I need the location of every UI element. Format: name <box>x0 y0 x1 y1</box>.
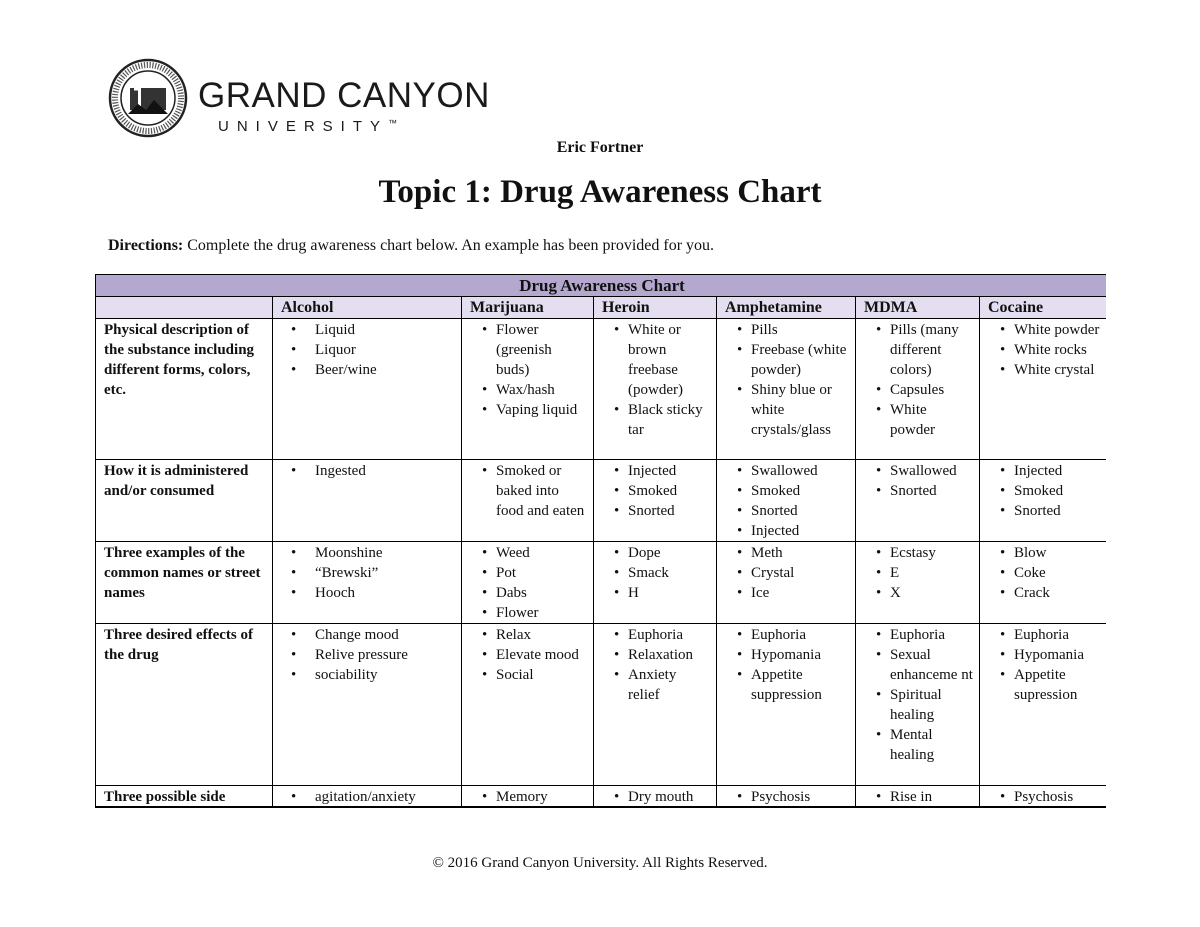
list-item: • Dabs <box>484 583 587 603</box>
bullet-list <box>725 625 849 705</box>
list-item: • Relax <box>484 625 587 645</box>
table-cell <box>462 786 594 808</box>
page-title: Topic 1: Drug Awareness Chart <box>378 174 822 210</box>
list-item: • H <box>616 583 710 603</box>
list-item: • Vaping liquid <box>484 400 587 420</box>
list-item: • Snorted <box>1002 501 1100 521</box>
list-item: • Blow <box>1002 543 1100 563</box>
bullet-list <box>281 461 455 481</box>
bullet-list <box>725 320 849 440</box>
row-label: Three examples of the common names or street names <box>96 542 273 624</box>
list-item: • Swallowed <box>739 461 849 481</box>
list-item: • Smoked <box>1002 481 1100 501</box>
bullet-list <box>988 543 1100 603</box>
column-header-amphetamine: Amphetamine <box>717 297 856 319</box>
directions <box>108 237 714 255</box>
brand-name: GRAND CANYON <box>198 76 490 115</box>
list-item: • Euphoria <box>616 625 710 645</box>
bullet-list <box>988 787 1100 807</box>
bullet-list <box>470 625 587 685</box>
list-item: • Beer/wine <box>293 360 455 380</box>
list-item: • Hooch <box>293 583 455 603</box>
list-item: • Sexual enhanceme nt <box>878 645 973 685</box>
list-item: • Crystal <box>739 563 849 583</box>
list-item: • Anxiety relief <box>616 665 710 705</box>
list-item: • White powder <box>1002 320 1100 340</box>
bullet-list <box>725 461 849 541</box>
list-item: • X <box>878 583 973 603</box>
list-item: • Dope <box>616 543 710 563</box>
table-cell <box>594 624 717 786</box>
bullet-list <box>602 320 710 440</box>
table-cell <box>856 542 980 624</box>
table-cell <box>594 542 717 624</box>
list-item: • White or brown freebase (powder) <box>616 320 710 400</box>
bullet-list <box>864 320 973 440</box>
list-item: • Snorted <box>616 501 710 521</box>
list-item: • Relaxation <box>616 645 710 665</box>
list-item: • Hypomania <box>1002 645 1100 665</box>
list-item: • Memory <box>484 787 587 807</box>
list-item: • Snorted <box>739 501 849 521</box>
list-item: • Shiny blue or white crystals/glass <box>739 380 849 440</box>
list-item: • White powder <box>878 400 973 440</box>
bullet-list <box>988 461 1100 521</box>
list-item: • Moonshine <box>293 543 455 563</box>
table-title: Drug Awareness Chart <box>96 275 1107 297</box>
table-cell <box>856 319 980 460</box>
table-cell <box>717 460 856 542</box>
bullet-list <box>864 461 973 501</box>
row-label: Three possible side <box>96 786 273 808</box>
table-cell <box>462 319 594 460</box>
copyright-footer: © 2016 Grand Canyon University. All Rights Reserved. <box>432 855 768 871</box>
column-header-blank <box>96 297 273 319</box>
list-item: • Injected <box>739 521 849 541</box>
trademark-symbol: ™ <box>388 118 398 128</box>
list-item: • Psychosis <box>739 787 849 807</box>
list-item: • Smoked or baked into food and eaten <box>484 461 587 521</box>
bullet-list <box>864 625 973 765</box>
list-item: • Smack <box>616 563 710 583</box>
bullet-list <box>988 320 1100 380</box>
table-cell <box>594 460 717 542</box>
bullet-list <box>281 320 455 380</box>
table-row <box>96 542 1107 624</box>
bullet-list <box>602 787 710 807</box>
list-item: • Hypomania <box>739 645 849 665</box>
list-item: • Mental healing <box>878 725 973 765</box>
bullet-list <box>988 625 1100 705</box>
bullet-list <box>470 461 587 521</box>
table-row <box>96 319 1107 460</box>
table-row <box>96 624 1107 786</box>
directions-text: Complete the drug awareness chart below. An example has been provided for you. <box>183 237 715 254</box>
bullet-list <box>725 787 849 807</box>
list-item: • Elevate mood <box>484 645 587 665</box>
list-item: • Injected <box>616 461 710 481</box>
list-item: • Crack <box>1002 583 1100 603</box>
table-cell <box>273 624 462 786</box>
table-cell <box>462 624 594 786</box>
list-item: • Liquor <box>293 340 455 360</box>
list-item: • Appetite supression <box>1002 665 1100 705</box>
row-label: Three desired effects of the drug <box>96 624 273 786</box>
list-item: • White crystal <box>1002 360 1100 380</box>
list-item: • Meth <box>739 543 849 563</box>
list-item: • Black sticky tar <box>616 400 710 440</box>
list-item: • Appetite suppression <box>739 665 849 705</box>
drug-awareness-table-container <box>95 274 1106 808</box>
table-cell <box>980 624 1107 786</box>
bullet-list <box>864 787 973 807</box>
list-item: • “Brewski” <box>293 563 455 583</box>
list-item: • Flower <box>484 603 587 623</box>
list-item: • Wax/hash <box>484 380 587 400</box>
table-cell <box>856 786 980 808</box>
bullet-list <box>602 625 710 705</box>
bullet-list <box>281 787 455 807</box>
list-item: • Swallowed <box>878 461 973 481</box>
table-cell <box>273 460 462 542</box>
table-row <box>96 786 1107 808</box>
table-cell <box>856 624 980 786</box>
list-item: • Euphoria <box>739 625 849 645</box>
list-item: • Social <box>484 665 587 685</box>
column-header-heroin: Heroin <box>594 297 717 319</box>
list-item: • E <box>878 563 973 583</box>
list-item: • Ingested <box>293 461 455 481</box>
list-item: • Pills <box>739 320 849 340</box>
list-item: • Smoked <box>616 481 710 501</box>
table-cell <box>980 319 1107 460</box>
table-cell <box>717 624 856 786</box>
table-cell <box>594 786 717 808</box>
table-cell <box>594 319 717 460</box>
bullet-list <box>470 320 587 420</box>
bullet-list <box>281 543 455 603</box>
list-item: • agitation/anxiety <box>293 787 455 807</box>
list-item: • Psychosis <box>1002 787 1100 807</box>
list-item: • Change mood <box>293 625 455 645</box>
list-item: • Coke <box>1002 563 1100 583</box>
bullet-list <box>602 543 710 603</box>
list-item: • Ecstasy <box>878 543 973 563</box>
author-name: Eric Fortner <box>556 139 644 156</box>
table-cell <box>273 319 462 460</box>
column-header-cocaine: Cocaine <box>980 297 1107 319</box>
university-logo <box>108 58 488 142</box>
table-cell <box>717 542 856 624</box>
list-item: • Capsules <box>878 380 973 400</box>
list-item: • Flower (greenish buds) <box>484 320 587 380</box>
university-seal-icon <box>108 58 188 138</box>
list-item: • Freebase (white powder) <box>739 340 849 380</box>
list-item: • White rocks <box>1002 340 1100 360</box>
list-item: • Pills (many different colors) <box>878 320 973 380</box>
bullet-list <box>470 787 587 807</box>
table-cell <box>717 786 856 808</box>
row-label: How it is administered and/or consumed <box>96 460 273 542</box>
brand-subtitle: UNIVERSITY™ <box>218 118 398 135</box>
bullet-list <box>602 461 710 521</box>
bullet-list <box>864 543 973 603</box>
column-header-mdma: MDMA <box>856 297 980 319</box>
directions-label: Directions: <box>108 237 184 254</box>
bullet-list <box>470 543 587 623</box>
list-item: • Snorted <box>878 481 973 501</box>
list-item: • Spiritual healing <box>878 685 973 725</box>
table-cell <box>980 542 1107 624</box>
list-item: • Ice <box>739 583 849 603</box>
list-item: • sociability <box>293 665 455 685</box>
drug-awareness-table <box>95 274 1106 808</box>
table-cell <box>462 542 594 624</box>
row-label: Physical description of the substance including different forms, colors, etc. <box>96 319 273 460</box>
table-cell <box>980 460 1107 542</box>
table-cell <box>856 460 980 542</box>
column-header-marijuana: Marijuana <box>462 297 594 319</box>
table-row <box>96 460 1107 542</box>
table-cell <box>462 460 594 542</box>
list-item: • Liquid <box>293 320 455 340</box>
bullet-list <box>725 543 849 603</box>
table-cell <box>273 786 462 808</box>
table-cell <box>273 542 462 624</box>
column-header-alcohol: Alcohol <box>273 297 462 319</box>
list-item: • Pot <box>484 563 587 583</box>
list-item: • Injected <box>1002 461 1100 481</box>
table-cell <box>980 786 1107 808</box>
list-item: • Euphoria <box>1002 625 1100 645</box>
list-item: • Euphoria <box>878 625 973 645</box>
bullet-list <box>281 625 455 685</box>
list-item: • Rise in <box>878 787 973 807</box>
list-item: • Dry mouth <box>616 787 710 807</box>
list-item: • Relive pressure <box>293 645 455 665</box>
table-cell <box>717 319 856 460</box>
list-item: • Smoked <box>739 481 849 501</box>
list-item: • Weed <box>484 543 587 563</box>
